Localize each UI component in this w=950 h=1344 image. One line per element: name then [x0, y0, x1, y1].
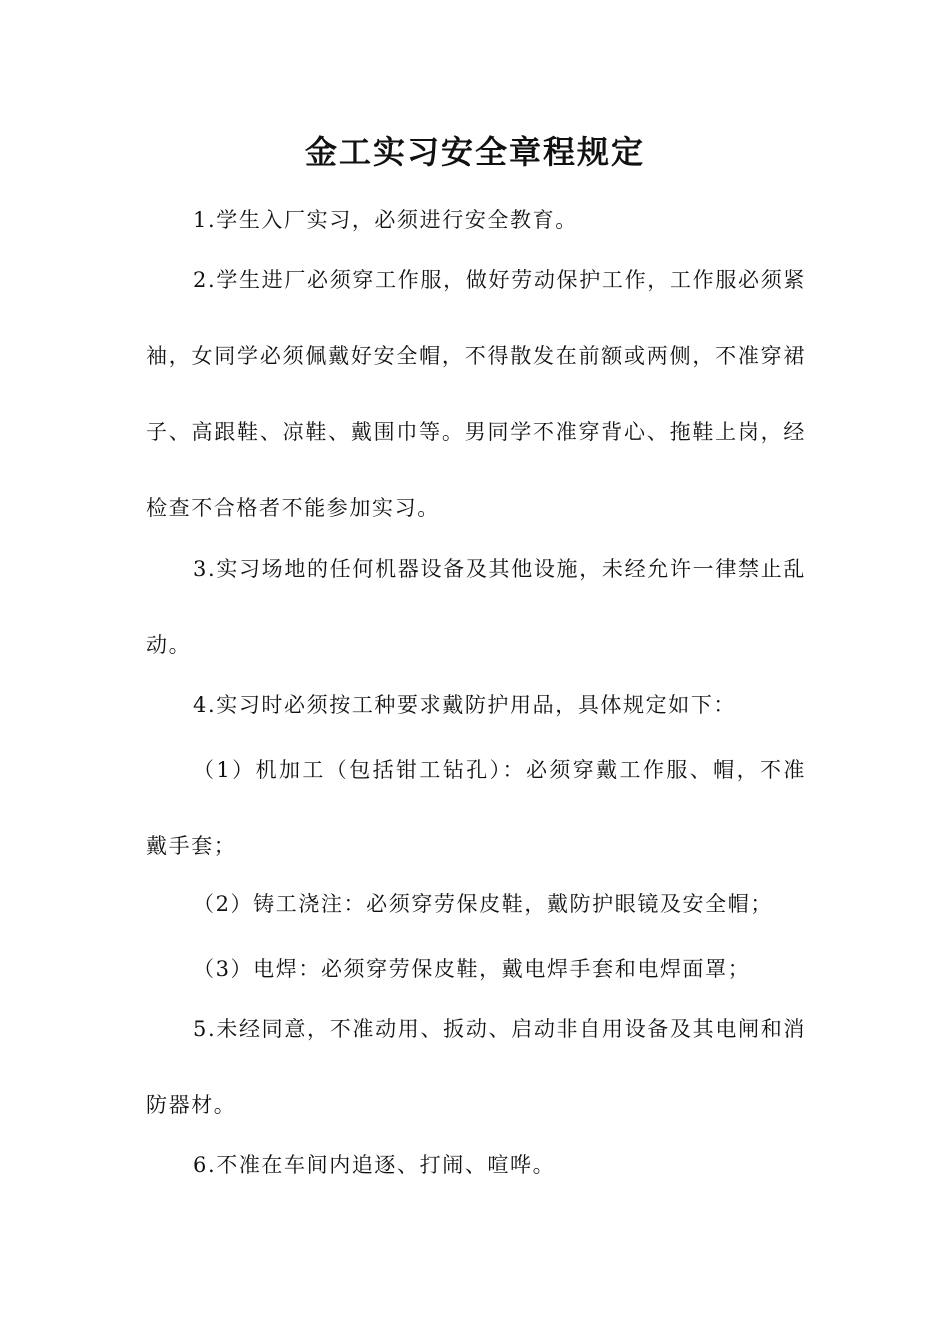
- rule-4-item-3: （3）电焊：必须穿劳保皮鞋，戴电焊手套和电焊面罩；: [193, 957, 751, 981]
- document-title: 金工实习安全章程规定: [304, 133, 645, 171]
- rule-3-paragraph: 3.实习场地的任何机器设备及其他设施，未经允许一律禁止乱动。: [146, 557, 806, 657]
- rule-2-paragraph: 2.学生进厂必须穿工作服，做好劳动保护工作，工作服必须紧袖，女同学必须佩戴好安全帽，不得散发在前额或两侧，不准穿裙子、高跟鞋、凉鞋、戴围巾等。男同学不准穿背心、拖鞋上岗，经检查不合格者不能参加实习。: [146, 268, 806, 520]
- rule-6-paragraph: 6.不准在车间内追逐、打闹、喧哗。: [193, 1153, 556, 1177]
- rule-5-paragraph: 5.未经同意，不准动用、扳动、启动非自用设备及其电闸和消防器材。: [146, 1017, 806, 1117]
- rule-4-paragraph: 4.实习时必须按工种要求戴防护用品，具体规定如下：: [193, 693, 737, 717]
- rule-4-item-2: （2）铸工浇注：必须穿劳保皮鞋，戴防护眼镜及安全帽；: [193, 892, 773, 916]
- rule-1-paragraph: 1.学生入厂实习，必须进行安全教育。: [193, 208, 578, 232]
- rule-4-item-1: （1）机加工（包括钳工钻孔）：必须穿戴工作服、帽，不准戴手套；: [146, 758, 806, 858]
